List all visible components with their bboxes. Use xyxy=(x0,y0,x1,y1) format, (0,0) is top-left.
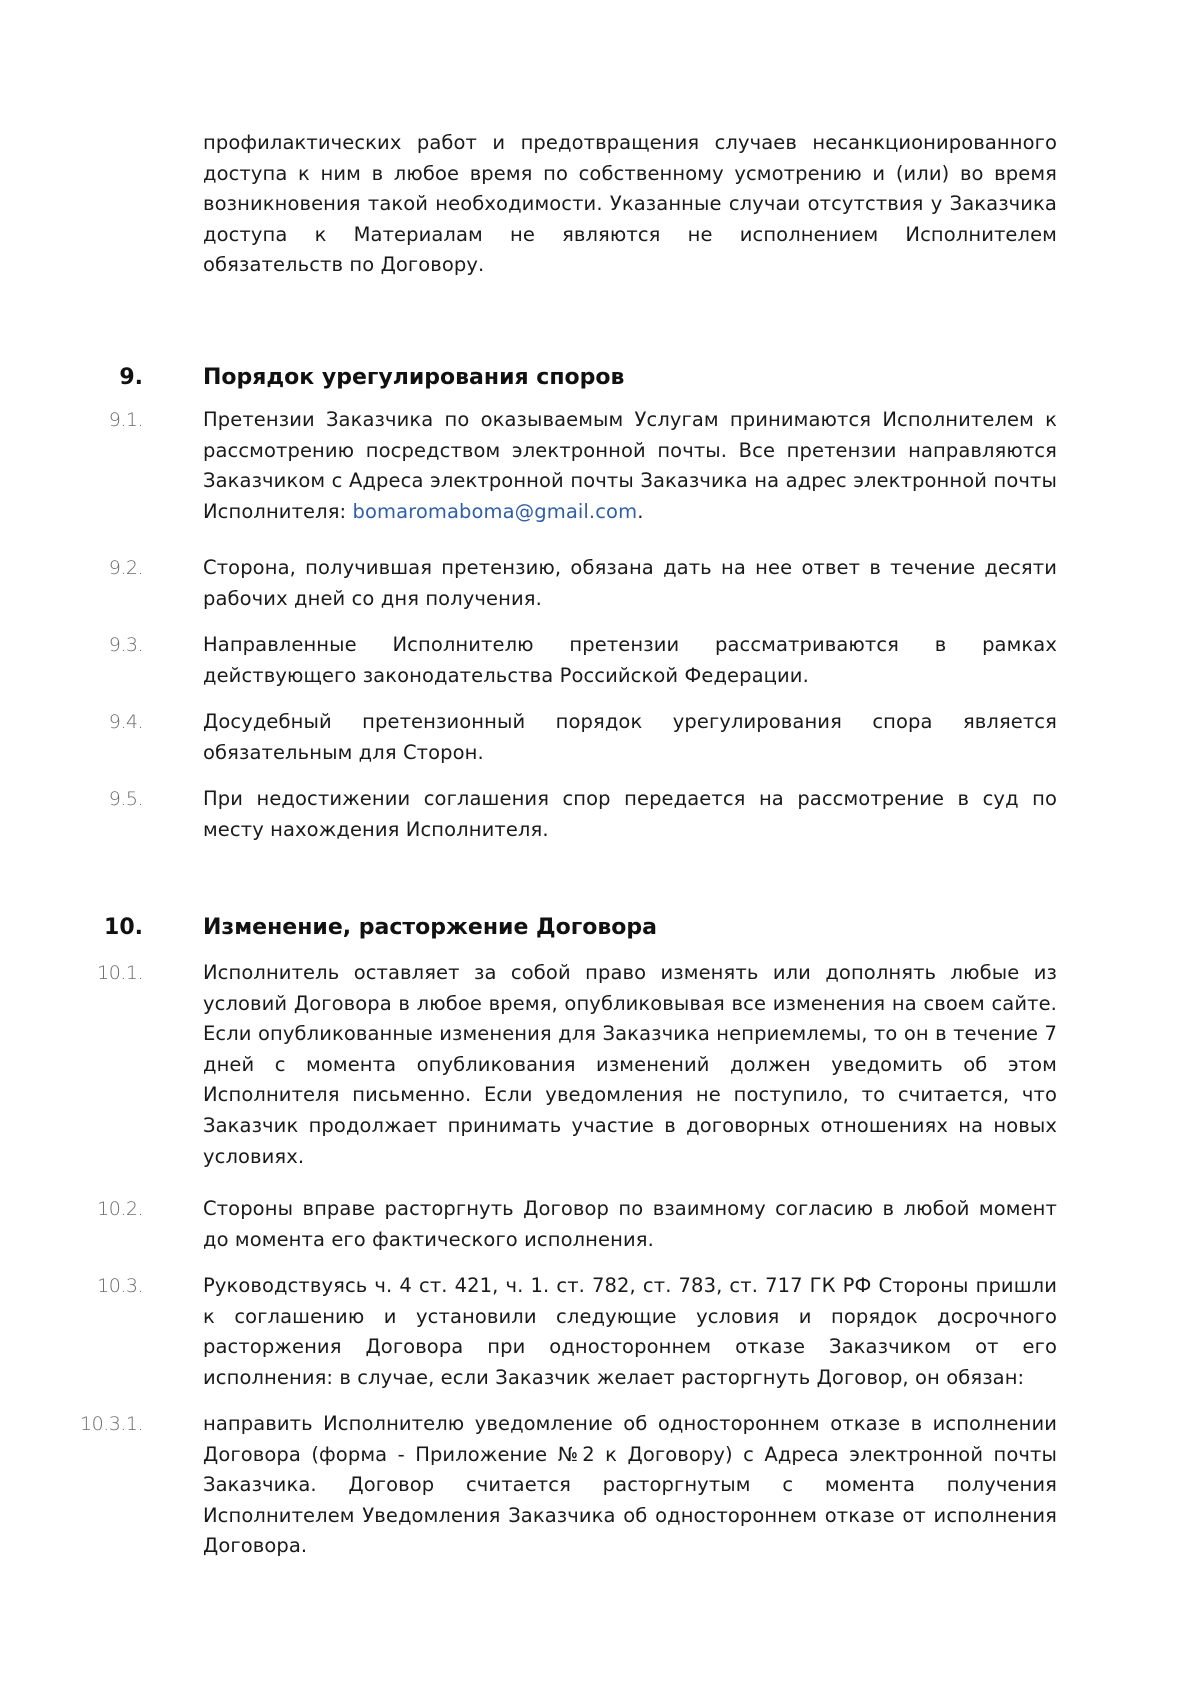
email-link[interactable]: bomaromaboma@gmail.com xyxy=(352,499,638,523)
clause-number: 10.3.1. xyxy=(80,1413,143,1435)
section-title: Изменение, расторжение Договора xyxy=(203,915,657,940)
clause-number: 10.3. xyxy=(97,1275,143,1297)
continuation-paragraph: профилактических работ и предотвращения случаев несанкционированного доступа к ним в любое время по собственному усмотрению и (или) во время возникновения такой необходимости. Указанные случаи отсутствия у Заказчика доступа к Материалам не являются не исполнением Исполнителем обязательств по Договору. xyxy=(203,131,1057,277)
clause-text-part: . xyxy=(637,499,644,523)
clause-number: 9.4. xyxy=(108,711,143,733)
clause-number: 9.5. xyxy=(108,788,143,810)
clause-number: 9.2. xyxy=(108,557,143,579)
clause-number: 10.1. xyxy=(97,962,143,984)
clause-number: 9.1. xyxy=(108,409,143,431)
clause-text: При недостижении соглашения спор передается на рассмотрение в суд по месту нахождения Исполнителя. xyxy=(203,787,1057,841)
section-title: Порядок урегулирования споров xyxy=(203,365,625,390)
section-number: 10. xyxy=(104,915,143,940)
clause-text xyxy=(203,405,1057,527)
clause-text: Сторона, получившая претензию, обязана дать на нее ответ в течение десяти рабочих дней со дня получения. xyxy=(203,556,1057,610)
clause-text: Досудебный претензионный порядок урегулирования спора является обязательным для Сторон. xyxy=(203,710,1057,764)
clause-number: 9.3. xyxy=(108,634,143,656)
clause-text: Руководствуясь ч. 4 ст. 421, ч. 1. ст. 782, ст. 783, ст. 717 ГК РФ Стороны пришли к соглашению и установили следующие условия и порядок досрочного расторжения Договора при одностороннем отказе Заказчиком от его исполнения: в случае, если Заказчик желает расторгнуть Договор, он обязан: xyxy=(203,1274,1057,1389)
clause-text-part: Претензии Заказчика по оказываемым Услугам принимаются Исполнителем к рассмотрению посредством электронной почты. Все претензии направляются Заказчиком с Адреса электронной почты Заказчика на адрес электронной почты Исполнителя: xyxy=(203,408,1057,523)
clause-text: Направленные Исполнителю претензии рассматриваются в рамках действующего законодательства Российской Федерации. xyxy=(203,633,1057,687)
clause-number: 10.2. xyxy=(97,1198,143,1220)
clause-text: направить Исполнителю уведомление об одностороннем отказе в исполнении Договора (форма - Приложение №2 к Договору) с Адреса электронной почты Заказчика. Договор считается расторгнутым с момента получения Исполнителем Уведомления Заказчика об одностороннем отказе от исполнения Договора. xyxy=(203,1412,1057,1558)
clause-text: Исполнитель оставляет за собой право изменять или дополнять любые из условий Договора в любое время, опубликовывая все изменения на своем сайте. Если опубликованные изменения для Заказчика неприемлемы, то он в течение 7 дней с момента опубликования изменений должен уведомить об этом Исполнителя письменно. Если уведомления не поступило, то считается, что Заказчик продолжает принимать участие в договорных отношениях на новых условиях. xyxy=(203,961,1057,1168)
section-number: 9. xyxy=(119,365,143,390)
clause-text: Стороны вправе расторгнуть Договор по взаимному согласию в любой момент до момента его фактического исполнения. xyxy=(203,1197,1057,1251)
